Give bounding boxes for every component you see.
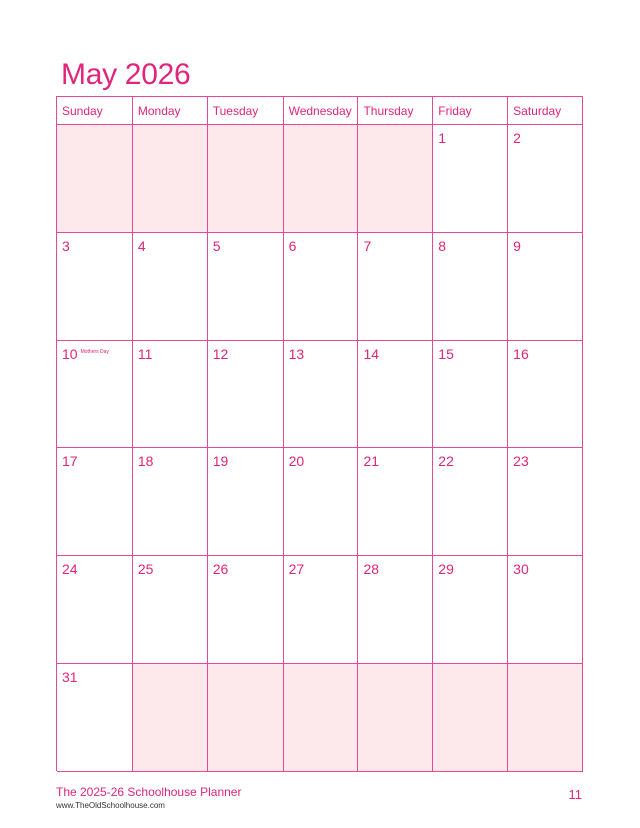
- empty-day-cell: [433, 664, 508, 772]
- day-number: 29: [438, 561, 454, 578]
- day-number: 27: [288, 561, 305, 578]
- day-cell: [284, 556, 359, 664]
- day-cell: [433, 125, 508, 233]
- day-number: 3: [62, 237, 70, 254]
- week-row: [57, 125, 583, 233]
- day-cell: [284, 341, 359, 449]
- day-cell: [208, 233, 284, 341]
- weekday-header: Thursday: [358, 97, 433, 125]
- day-number: 16: [513, 345, 529, 362]
- empty-day-cell: [208, 125, 284, 233]
- day-cell: [208, 341, 284, 449]
- empty-day-cell: [133, 664, 208, 772]
- day-cell: [358, 448, 433, 556]
- day-number: 25: [137, 561, 154, 578]
- day-cell: [508, 125, 583, 233]
- day-number: 28: [363, 561, 380, 578]
- weekday-header: Saturday: [508, 97, 583, 125]
- day-cell: [508, 341, 583, 449]
- empty-day-cell: [358, 664, 433, 772]
- page-title: May 2026: [61, 58, 191, 91]
- website-url: www.TheOldSchoolhouse.com: [56, 801, 165, 810]
- day-number: 23: [513, 453, 529, 470]
- day-cell: [433, 341, 508, 449]
- day-cell: [57, 233, 133, 341]
- day-number: 6: [288, 237, 297, 254]
- week-row: [57, 341, 583, 449]
- day-number: 19: [212, 453, 229, 470]
- holiday-note: Mothers Day: [80, 348, 109, 355]
- day-number: 11: [137, 345, 153, 362]
- day-cell: [284, 233, 359, 341]
- day-cell: [433, 556, 508, 664]
- planner-name: The 2025-26 Schoolhouse Planner: [56, 785, 242, 799]
- day-number: 15: [438, 345, 454, 362]
- weekday-header: Tuesday: [208, 97, 284, 125]
- empty-day-cell: [508, 664, 583, 772]
- empty-day-cell: [208, 664, 284, 772]
- day-cell: [133, 233, 208, 341]
- day-number: 18: [137, 453, 154, 470]
- day-cell: [133, 556, 208, 664]
- day-cell: [208, 448, 284, 556]
- week-row: [57, 448, 583, 556]
- day-number: 1: [438, 130, 447, 146]
- week-row: [57, 556, 583, 664]
- day-cell: [358, 341, 433, 449]
- day-cell: [358, 233, 433, 341]
- day-cell: [57, 341, 133, 449]
- day-cell: [57, 664, 133, 772]
- day-number: 26: [212, 561, 229, 578]
- empty-day-cell: [284, 125, 359, 233]
- day-cell: [133, 341, 208, 449]
- day-number: 31: [62, 669, 78, 686]
- week-row: [57, 664, 583, 772]
- day-number: 12: [212, 345, 229, 362]
- day-number: 30: [513, 561, 529, 578]
- day-cell: [57, 448, 133, 556]
- empty-day-cell: [57, 125, 133, 233]
- weekday-header: Sunday: [57, 97, 133, 125]
- day-number: 10: [62, 345, 78, 362]
- calendar-weeks: [57, 125, 583, 772]
- day-number: 9: [513, 237, 521, 254]
- empty-day-cell: [284, 664, 359, 772]
- day-number: 4: [137, 237, 146, 254]
- empty-day-cell: [133, 125, 208, 233]
- day-number: 7: [363, 237, 372, 254]
- day-number: 2: [513, 130, 521, 146]
- day-number: 24: [62, 561, 78, 578]
- day-number: 14: [363, 345, 380, 362]
- weekday-header: Friday: [433, 97, 508, 125]
- day-cell: [433, 448, 508, 556]
- day-number: 8: [438, 237, 447, 254]
- day-number: 22: [438, 453, 454, 470]
- day-cell: [508, 448, 583, 556]
- day-cell: [508, 556, 583, 664]
- day-cell: [57, 556, 133, 664]
- week-row: [57, 233, 583, 341]
- page-number: 11: [568, 787, 582, 802]
- day-number: 21: [363, 453, 380, 470]
- weekday-header: Monday: [133, 97, 208, 125]
- day-cell: [358, 556, 433, 664]
- day-cell: [284, 448, 359, 556]
- empty-day-cell: [358, 125, 433, 233]
- day-cell: [508, 233, 583, 341]
- month-calendar-grid: [56, 96, 583, 771]
- weekday-header: Wednesday: [284, 97, 359, 125]
- day-number: 17: [62, 453, 78, 470]
- weekday-header-row: [57, 97, 583, 125]
- day-number: 20: [288, 453, 305, 470]
- day-cell: [433, 233, 508, 341]
- day-cell: [133, 448, 208, 556]
- day-number: 13: [288, 345, 305, 362]
- day-number: 5: [212, 237, 221, 254]
- day-cell: [208, 556, 284, 664]
